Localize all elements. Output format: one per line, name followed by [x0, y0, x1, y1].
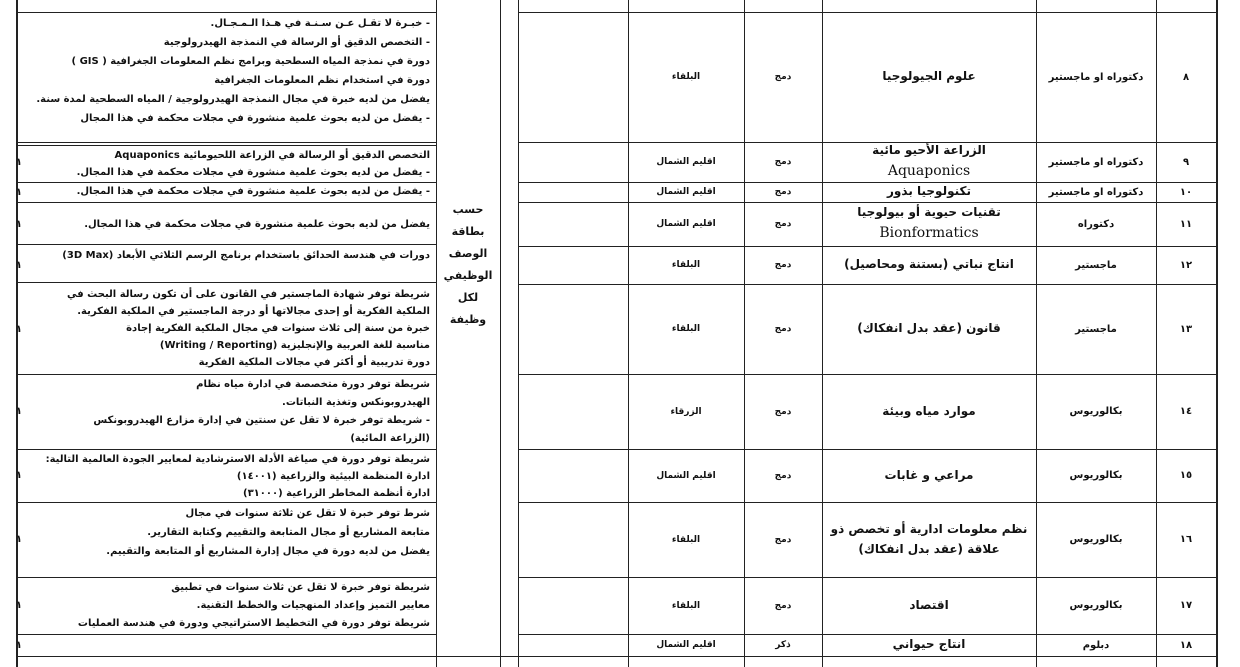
- column-divider: [1216, 0, 1218, 667]
- specialization-text: تقنيات حيوية أو بيولوجيا: [857, 205, 1001, 220]
- degree-cell: [1036, 182, 1156, 202]
- row-number-text: ١٣: [1179, 323, 1193, 335]
- requirement-line: خبرة من سنة إلى ثلاث سنوات في مجال الملكية الفكرية إجادة: [126, 323, 430, 334]
- area-text: البلقاء: [671, 260, 701, 270]
- column-divider: [518, 0, 519, 667]
- table-row-divider: [518, 656, 1216, 657]
- count-cell-text: ١: [16, 186, 23, 198]
- specialization-english: Bionformatics: [879, 225, 979, 242]
- gender-text: دمج: [774, 260, 792, 270]
- area-text: البلقاء: [671, 600, 701, 611]
- requirements-row-divider: [16, 142, 436, 143]
- specialization-text: اقتصاد: [909, 597, 949, 612]
- gender-text: دمج: [774, 324, 792, 334]
- requirements-row-divider: [16, 634, 436, 635]
- job-table: [16, 0, 1216, 667]
- area-text: اقليم الشمال: [656, 157, 716, 167]
- row-number: [1156, 502, 1216, 577]
- area-text: البلقاء: [671, 324, 701, 334]
- specialization-cell: [822, 202, 1036, 246]
- specialization-text: علوم الجيولوجيا: [882, 69, 976, 84]
- row-number-text: ١٠: [1179, 186, 1193, 198]
- requirement-line: معايير التميز وإعداد المنهجيات والخطط التقنية.: [196, 600, 430, 611]
- degree-text: دكتوراه او ماجستير: [1048, 156, 1144, 168]
- area-text: اقليم الشمال: [656, 470, 716, 481]
- row-number: [1156, 449, 1216, 502]
- row-number-text: ١٢: [1179, 259, 1193, 271]
- gender-text: دمج: [774, 600, 792, 611]
- specialization-text: انتاج حيواني: [892, 637, 966, 652]
- requirement-line: - خبـرة لا تقـل عـن سـنـة في هـذا الـمـجـال.: [210, 18, 430, 29]
- row-number-text: ١٦: [1179, 534, 1193, 545]
- column-divider: [436, 0, 437, 667]
- gender-text: دمج: [774, 219, 792, 229]
- specialization-cell: [822, 577, 1036, 634]
- specialization-text: موارد مياه وبيئة: [882, 403, 976, 418]
- area-cell: [628, 634, 744, 656]
- row-number: [1156, 246, 1216, 284]
- gender-text: ذكر: [775, 640, 791, 650]
- gender-cell: [744, 374, 822, 449]
- row-number-text: ١٤: [1179, 406, 1193, 417]
- requirements-row-divider: [16, 282, 436, 283]
- specialization-text: نظم معلومات ادارية أو تخصص ذو علاقة (عقد بدل انفكاك): [830, 522, 1028, 556]
- requirement-line: شرط توفر خبرة لا تقل عن ثلاثة سنوات في مجال: [185, 508, 430, 519]
- degree-cell: [1036, 284, 1156, 374]
- gender-cell: [744, 449, 822, 502]
- degree-cell: [1036, 142, 1156, 182]
- gender-text: دمج: [774, 187, 792, 197]
- requirements-cell: [20, 451, 432, 502]
- gender-cell: [744, 202, 822, 246]
- requirements-row-divider: [16, 182, 436, 183]
- requirement-line: شريطة توفر دورة متخصصة في ادارة مياه نظام: [196, 379, 430, 390]
- requirement-line: ادارة أنظمة المخاطر الزراعية (٣١٠٠٠): [243, 488, 430, 499]
- requirements-row-divider: [16, 502, 436, 503]
- specialization-cell: [822, 502, 1036, 577]
- requirement-line: - يفضل من لديه بحوث علمية منشورة في مجلات محكمة في هذا المجال: [80, 113, 430, 124]
- table-row-divider: [436, 656, 518, 657]
- column-divider: [500, 0, 501, 667]
- row-number: [1156, 634, 1216, 656]
- specialization-cell: [822, 182, 1036, 202]
- area-cell: [628, 246, 744, 284]
- degree-text: دكتوراه: [1077, 218, 1115, 230]
- count-cell-text: ١: [16, 156, 23, 168]
- requirement-line: شريطة توفر دورة في صياغة الأدلة الاسترشادية لمعايير الجودة العالمية التالية:: [45, 454, 430, 465]
- gender-text: دمج: [774, 72, 792, 82]
- row-number: [1156, 202, 1216, 246]
- requirement-line: دورة في استخدام نظم المعلومات الجغرافية: [214, 75, 430, 86]
- row-number-text: ٩: [1182, 156, 1190, 168]
- requirement-line: - يفضل من لديه بحوث علمية منشورة في مجلات محكمة في هذا المجال.: [76, 167, 430, 178]
- degree-text: دكتوراه او ماجستير: [1048, 186, 1144, 198]
- count-cell-text: ١: [16, 406, 23, 417]
- requirement-line: دورة تدريبية أو أكثر في مجالات الملكية الفكرية: [198, 357, 430, 368]
- gender-cell: [744, 634, 822, 656]
- requirements-cell: [20, 204, 432, 244]
- gender-cell: [744, 246, 822, 284]
- requirement-line: الملكية الفكرية أو إحدى مجالاتها أو درجة الماجستير في الملكية الفكرية.: [77, 306, 430, 317]
- requirement-line: دورات في هندسة الحدائق باستخدام برنامج الرسم الثلاثي الأبعاد (3D Max): [62, 250, 430, 261]
- requirement-line: يفضل من لديه خبرة في مجال النمذجة الهيدرولوجية / المياه السطحية لمدة سنة.: [36, 94, 430, 105]
- requirement-line: شريطة توفر خبرة لا تقل عن ثلاث سنوات في تطبيق: [171, 582, 430, 593]
- requirements-cell: [20, 636, 432, 656]
- count-cell-text: ١: [16, 600, 23, 611]
- requirements-row-divider: [16, 374, 436, 375]
- count-cell-text: ١: [16, 470, 23, 481]
- requirements-row-divider: [16, 577, 436, 578]
- area-cell: [628, 502, 744, 577]
- specialization-cell: [822, 246, 1036, 284]
- gender-cell: [744, 12, 822, 142]
- requirement-line: - التخصص الدقيق أو الرسالة في النمذجة الهيدرولوجية: [163, 37, 430, 48]
- specialization-cell: [822, 12, 1036, 142]
- job-description-note: حسب بطاقة الوصف الوظيفي لكل وظيفة: [443, 203, 493, 326]
- requirement-line: يفضل من لديه دورة في مجال إدارة المشاريع أو المتابعة والتقييم.: [106, 546, 430, 557]
- requirement-line: ادارة المنظمة البيئية والزراعية (١٤٠٠١): [236, 471, 430, 482]
- degree-text: بكالوريوس: [1069, 534, 1123, 545]
- requirement-line: شريطة توفر دورة في التخطيط الاستراتيجي ودورة في هندسة العمليات: [77, 618, 430, 629]
- count-cell-text: ١: [16, 639, 23, 651]
- requirement-line: (الزراعة المائية): [350, 433, 430, 444]
- degree-cell: [1036, 577, 1156, 634]
- requirements-cell: [20, 147, 432, 182]
- area-cell: [628, 182, 744, 202]
- degree-text: دبلوم: [1082, 639, 1110, 651]
- area-cell: [628, 374, 744, 449]
- gender-cell: [744, 577, 822, 634]
- row-number-text: ١٧: [1179, 600, 1193, 611]
- degree-cell: [1036, 202, 1156, 246]
- degree-text: بكالوريوس: [1069, 470, 1123, 481]
- requirement-line: مناسبة للغة العربية والإنجليزية (Writing / Reporting): [159, 340, 430, 351]
- requirements-row-divider: [16, 12, 436, 13]
- row-number-text: ١٨: [1179, 639, 1193, 651]
- requirement-line: - يفضل من لديه بحوث علمية منشورة في مجلات محكمة في هذا المجال.: [76, 186, 430, 197]
- gender-cell: [744, 142, 822, 182]
- specialization-text: الزراعة الأحيو مائية: [872, 143, 986, 158]
- requirement-line: متابعة المشاريع أو مجال المتابعة والتقييم وكتابة التقارير.: [147, 527, 430, 538]
- requirements-cell: [20, 376, 432, 449]
- specialization-text: تكنولوجيا بذور: [887, 184, 971, 199]
- area-text: اقليم الشمال: [656, 187, 716, 197]
- requirements-cell: [20, 248, 432, 264]
- specialization-text: مراعي و غابات: [884, 467, 974, 482]
- area-cell: [628, 284, 744, 374]
- requirements-cell: [20, 184, 432, 200]
- specialization-text: انتاج نباتي (بستنة ومحاصيل): [844, 257, 1014, 272]
- requirement-line: - شريطة توفر خبرة لا تقل عن سنتين في إدارة مزارع الهيدروبونكس: [93, 415, 430, 426]
- degree-text: ماجستير: [1075, 323, 1117, 335]
- requirements-row-divider: [16, 656, 436, 657]
- area-text: اقليم الشمال: [656, 640, 716, 650]
- area-text: اقليم الشمال: [656, 219, 716, 229]
- area-cell: [628, 577, 744, 634]
- row-number-text: ٨: [1182, 71, 1190, 83]
- gender-text: دمج: [774, 406, 792, 417]
- degree-text: بكالوريوس: [1069, 600, 1123, 611]
- specialization-cell: [822, 449, 1036, 502]
- row-number-text: ١٥: [1179, 470, 1193, 481]
- area-cell: [628, 202, 744, 246]
- gender-text: دمج: [774, 470, 792, 481]
- degree-cell: [1036, 246, 1156, 284]
- row-number: [1156, 12, 1216, 142]
- requirements-cell: [20, 14, 432, 128]
- degree-text: دكتوراه او ماجستير: [1048, 71, 1144, 83]
- degree-text: بكالوريوس: [1069, 406, 1123, 417]
- requirements-cell: [20, 504, 432, 577]
- row-number: [1156, 182, 1216, 202]
- requirement-line: يفضل من لديه بحوث علمية منشورة في مجلات محكمة في هذا المجال.: [84, 218, 430, 230]
- specialization-english: Aquaponics: [887, 163, 971, 180]
- specialization-cell: [822, 374, 1036, 449]
- requirements-row-divider: [16, 202, 436, 203]
- row-number: [1156, 374, 1216, 449]
- row-number: [1156, 577, 1216, 634]
- requirements-row-divider: [16, 449, 436, 450]
- area-cell: [628, 142, 744, 182]
- requirement-line: التخصص الدقيق أو الرسالة في الزراعة اللحيومائية Aquaponics: [114, 150, 430, 161]
- specialization-text: قانون (عقد بدل انفكاك): [857, 321, 1001, 336]
- gender-cell: [744, 502, 822, 577]
- requirements-row-divider: [16, 244, 436, 245]
- requirements-cell: [20, 579, 432, 634]
- requirement-line: دورة في نمذجة المياه السطحية وبرامج نظم المعلومات الجغرافية ( GIS ): [71, 56, 430, 67]
- specialization-cell: [822, 634, 1036, 656]
- gender-text: دمج: [774, 157, 792, 167]
- degree-cell: [1036, 374, 1156, 449]
- area-cell: [628, 12, 744, 142]
- area-cell: [628, 449, 744, 502]
- area-text: الزرقاء: [670, 406, 702, 417]
- row-number: [1156, 284, 1216, 374]
- area-text: البلقاء: [671, 534, 701, 545]
- degree-text: ماجستير: [1075, 259, 1117, 271]
- degree-cell: [1036, 449, 1156, 502]
- gender-text: دمج: [774, 534, 792, 545]
- specialization-cell: [822, 142, 1036, 182]
- degree-cell: [1036, 502, 1156, 577]
- requirement-line: الهيدروبونكس وتغذية النباتات.: [282, 397, 430, 408]
- gender-cell: [744, 182, 822, 202]
- degree-cell: [1036, 634, 1156, 656]
- requirement-line: شريطة توفر شهادة الماجستير في القانون على أن تكون رسالة البحث في: [67, 289, 430, 300]
- degree-cell: [1036, 12, 1156, 142]
- row-number: [1156, 142, 1216, 182]
- requirements-row-divider: [16, 145, 436, 146]
- count-cell-text: ١: [16, 218, 23, 230]
- requirements-cell: [20, 286, 432, 374]
- count-cell-text: ١: [16, 534, 23, 545]
- row-number-text: ١١: [1179, 218, 1193, 230]
- specialization-cell: [822, 284, 1036, 374]
- count-cell-text: ١: [16, 259, 23, 271]
- count-cell-text: ١: [16, 323, 23, 335]
- gender-cell: [744, 284, 822, 374]
- area-text: البلقاء: [671, 72, 701, 82]
